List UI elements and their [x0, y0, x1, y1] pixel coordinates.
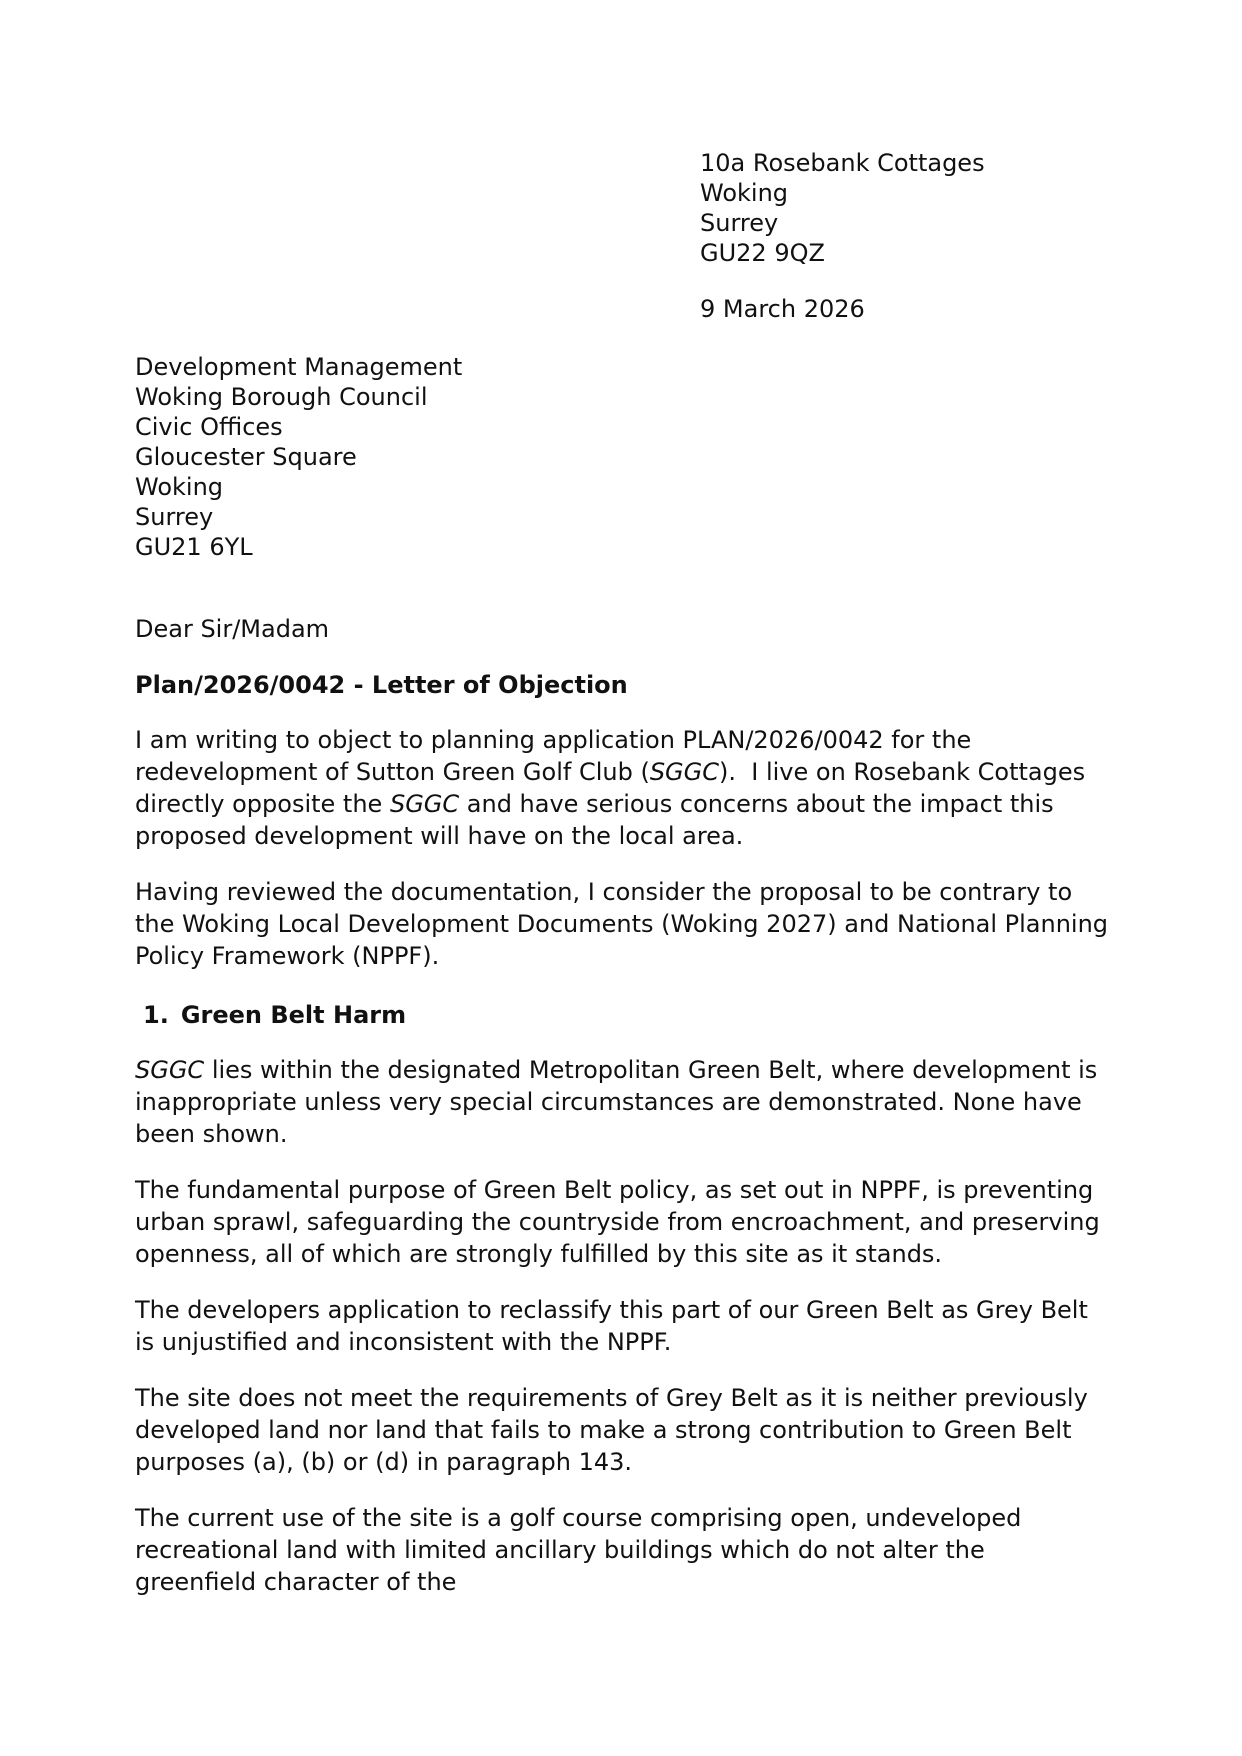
text-run: lies within the designated Metropolitan Green Belt, where development is inappropriate unless very special circumstances are demonstrated. None have been shown.: [135, 1056, 1105, 1148]
text-run: The site does not meet the requirements of Grey Belt as it is neither previously developed land nor land that fails to make a strong contribution to Green Belt purposes (a), (b) or (d) in paragraph 143.: [135, 1384, 1096, 1476]
italic-text-run: SGGC: [389, 790, 460, 818]
italic-text-run: SGGC: [135, 1056, 205, 1084]
text-run: The current use of the site is a golf course comprising open, undeveloped recreational land with limited ancillary buildings which do not alter the greenfield character of the: [135, 1504, 1030, 1596]
paragraph: [135, 1502, 1110, 1598]
paragraph: [135, 1382, 1110, 1478]
paragraph: [135, 876, 1116, 972]
paragraph: [135, 1294, 1110, 1358]
italic-text-run: SGGC: [649, 758, 719, 786]
text-run: The developers application to reclassify this part of our Green Belt as Grey Belt is unjustified and inconsistent with the NPPF.: [135, 1296, 1096, 1356]
recipient-address: [135, 352, 1110, 562]
recipient-address-line: GU21 6YL: [135, 533, 253, 561]
section-number: 1.: [143, 1001, 169, 1029]
section-title: Green Belt Harm: [180, 1001, 407, 1029]
recipient-address-line: Gloucester Square: [135, 443, 357, 471]
recipient-address-line: Surrey: [135, 503, 214, 531]
text-run: Having reviewed the documentation, I consider the proposal to be contrary to the Woking Local Development Documents (Woking 2027) and National Planning Policy Framework (NPPF).: [135, 878, 1116, 970]
text-run: and have serious concerns about the impact this proposed development will have on the local area.: [135, 790, 1062, 850]
intro-paragraphs: [135, 724, 1116, 972]
sender-address-line: GU22 9QZ: [700, 239, 825, 267]
salutation: Dear Sir/Madam: [135, 615, 330, 643]
text-run: ). I live on Rosebank Cottages directly opposite the: [135, 758, 1093, 818]
sender-address-line: 10a Rosebank Cottages: [700, 149, 985, 177]
recipient-address-line: Woking Borough Council: [135, 383, 428, 411]
paragraph: [135, 1174, 1110, 1270]
paragraph: [135, 1054, 1110, 1150]
section-heading: [143, 1000, 1110, 1030]
text-run: The fundamental purpose of Green Belt policy, as set out in NPPF, is preventing urban sprawl, safeguarding the countryside from encroachment, and preserving openness, all of which are strongly fulfilled by this site as it stands.: [135, 1176, 1108, 1268]
sender-address: [700, 148, 1110, 268]
sender-address-line: Surrey: [700, 209, 779, 237]
recipient-address-line: Development Management: [135, 353, 463, 381]
section-paragraphs: [135, 1054, 1110, 1598]
subject-line: Plan/2026/0042 - Letter of Objection: [135, 671, 628, 699]
paragraph: [135, 724, 1110, 852]
recipient-address-line: Woking: [135, 473, 224, 501]
recipient-address-line: Civic Offices: [135, 413, 283, 441]
letter-date: 9 March 2026: [700, 295, 865, 323]
text-run: I am writing to object to planning application PLAN/2026/0042 for the redevelopment of Sutton Green Golf Club (: [135, 726, 979, 786]
sender-address-line: Woking: [700, 179, 789, 207]
